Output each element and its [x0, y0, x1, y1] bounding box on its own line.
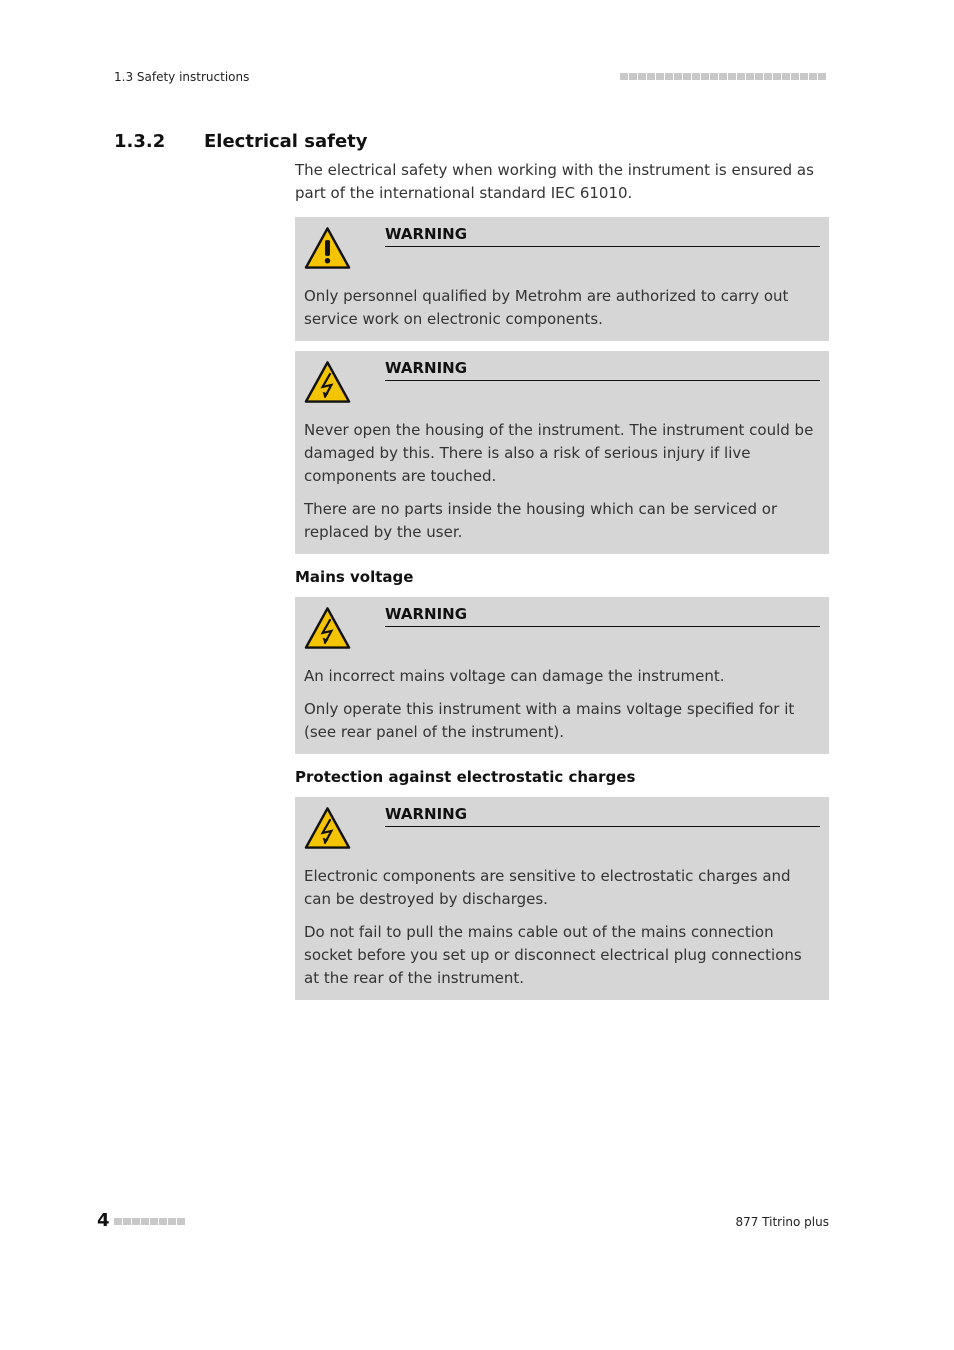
header-decoration — [620, 73, 826, 80]
warning-title: WARNING — [385, 225, 820, 247]
subheading-electrostatic: Protection against electrostatic charges — [295, 768, 636, 786]
footer-product-name: 877 Titrino plus — [735, 1215, 829, 1229]
warning-box — [295, 217, 829, 341]
page-number: 4 — [97, 1210, 110, 1231]
warning-text: An incorrect mains voltage can damage the instrument. — [304, 667, 725, 685]
footer-decoration — [114, 1218, 185, 1225]
high-voltage-icon — [304, 606, 351, 650]
section-number: 1.3.2 — [114, 131, 166, 152]
warning-box — [295, 597, 829, 754]
section-title: Electrical safety — [204, 131, 368, 152]
warning-text: Never open the housing of the instrument. The instrument could be damaged by this. There is also a risk of serious injury if live components are touched. — [304, 421, 814, 485]
warning-text: Electronic components are sensitive to electrostatic charges and can be destroyed by discharges. — [304, 867, 791, 908]
high-voltage-icon — [304, 360, 351, 404]
warning-box — [295, 797, 829, 1000]
main-content — [295, 159, 829, 1010]
high-voltage-icon — [304, 806, 351, 850]
warning-text: Only operate this instrument with a mains voltage specified for it (see rear panel of the instrument). — [304, 700, 795, 741]
warning-text: Do not fail to pull the mains cable out of the mains connection socket before you set up or disconnect electrical plug connections at the rear of the instrument. — [304, 923, 802, 987]
warning-text: Only personnel qualified by Metrohm are authorized to carry out service work on electronic components. — [304, 287, 789, 328]
warning-title: WARNING — [385, 805, 820, 827]
warning-box — [295, 351, 829, 554]
warning-title: WARNING — [385, 605, 820, 627]
section-heading — [114, 131, 368, 152]
general-warning-icon — [304, 226, 351, 270]
subheading-mains-voltage: Mains voltage — [295, 568, 414, 586]
warning-text: There are no parts inside the housing which can be serviced or replaced by the user. — [304, 500, 778, 541]
running-header-section: 1.3 Safety instructions — [114, 70, 250, 84]
warning-title: WARNING — [385, 359, 820, 381]
intro-paragraph: The electrical safety when working with the instrument is ensured as part of the international standard IEC 61010. — [295, 161, 814, 202]
